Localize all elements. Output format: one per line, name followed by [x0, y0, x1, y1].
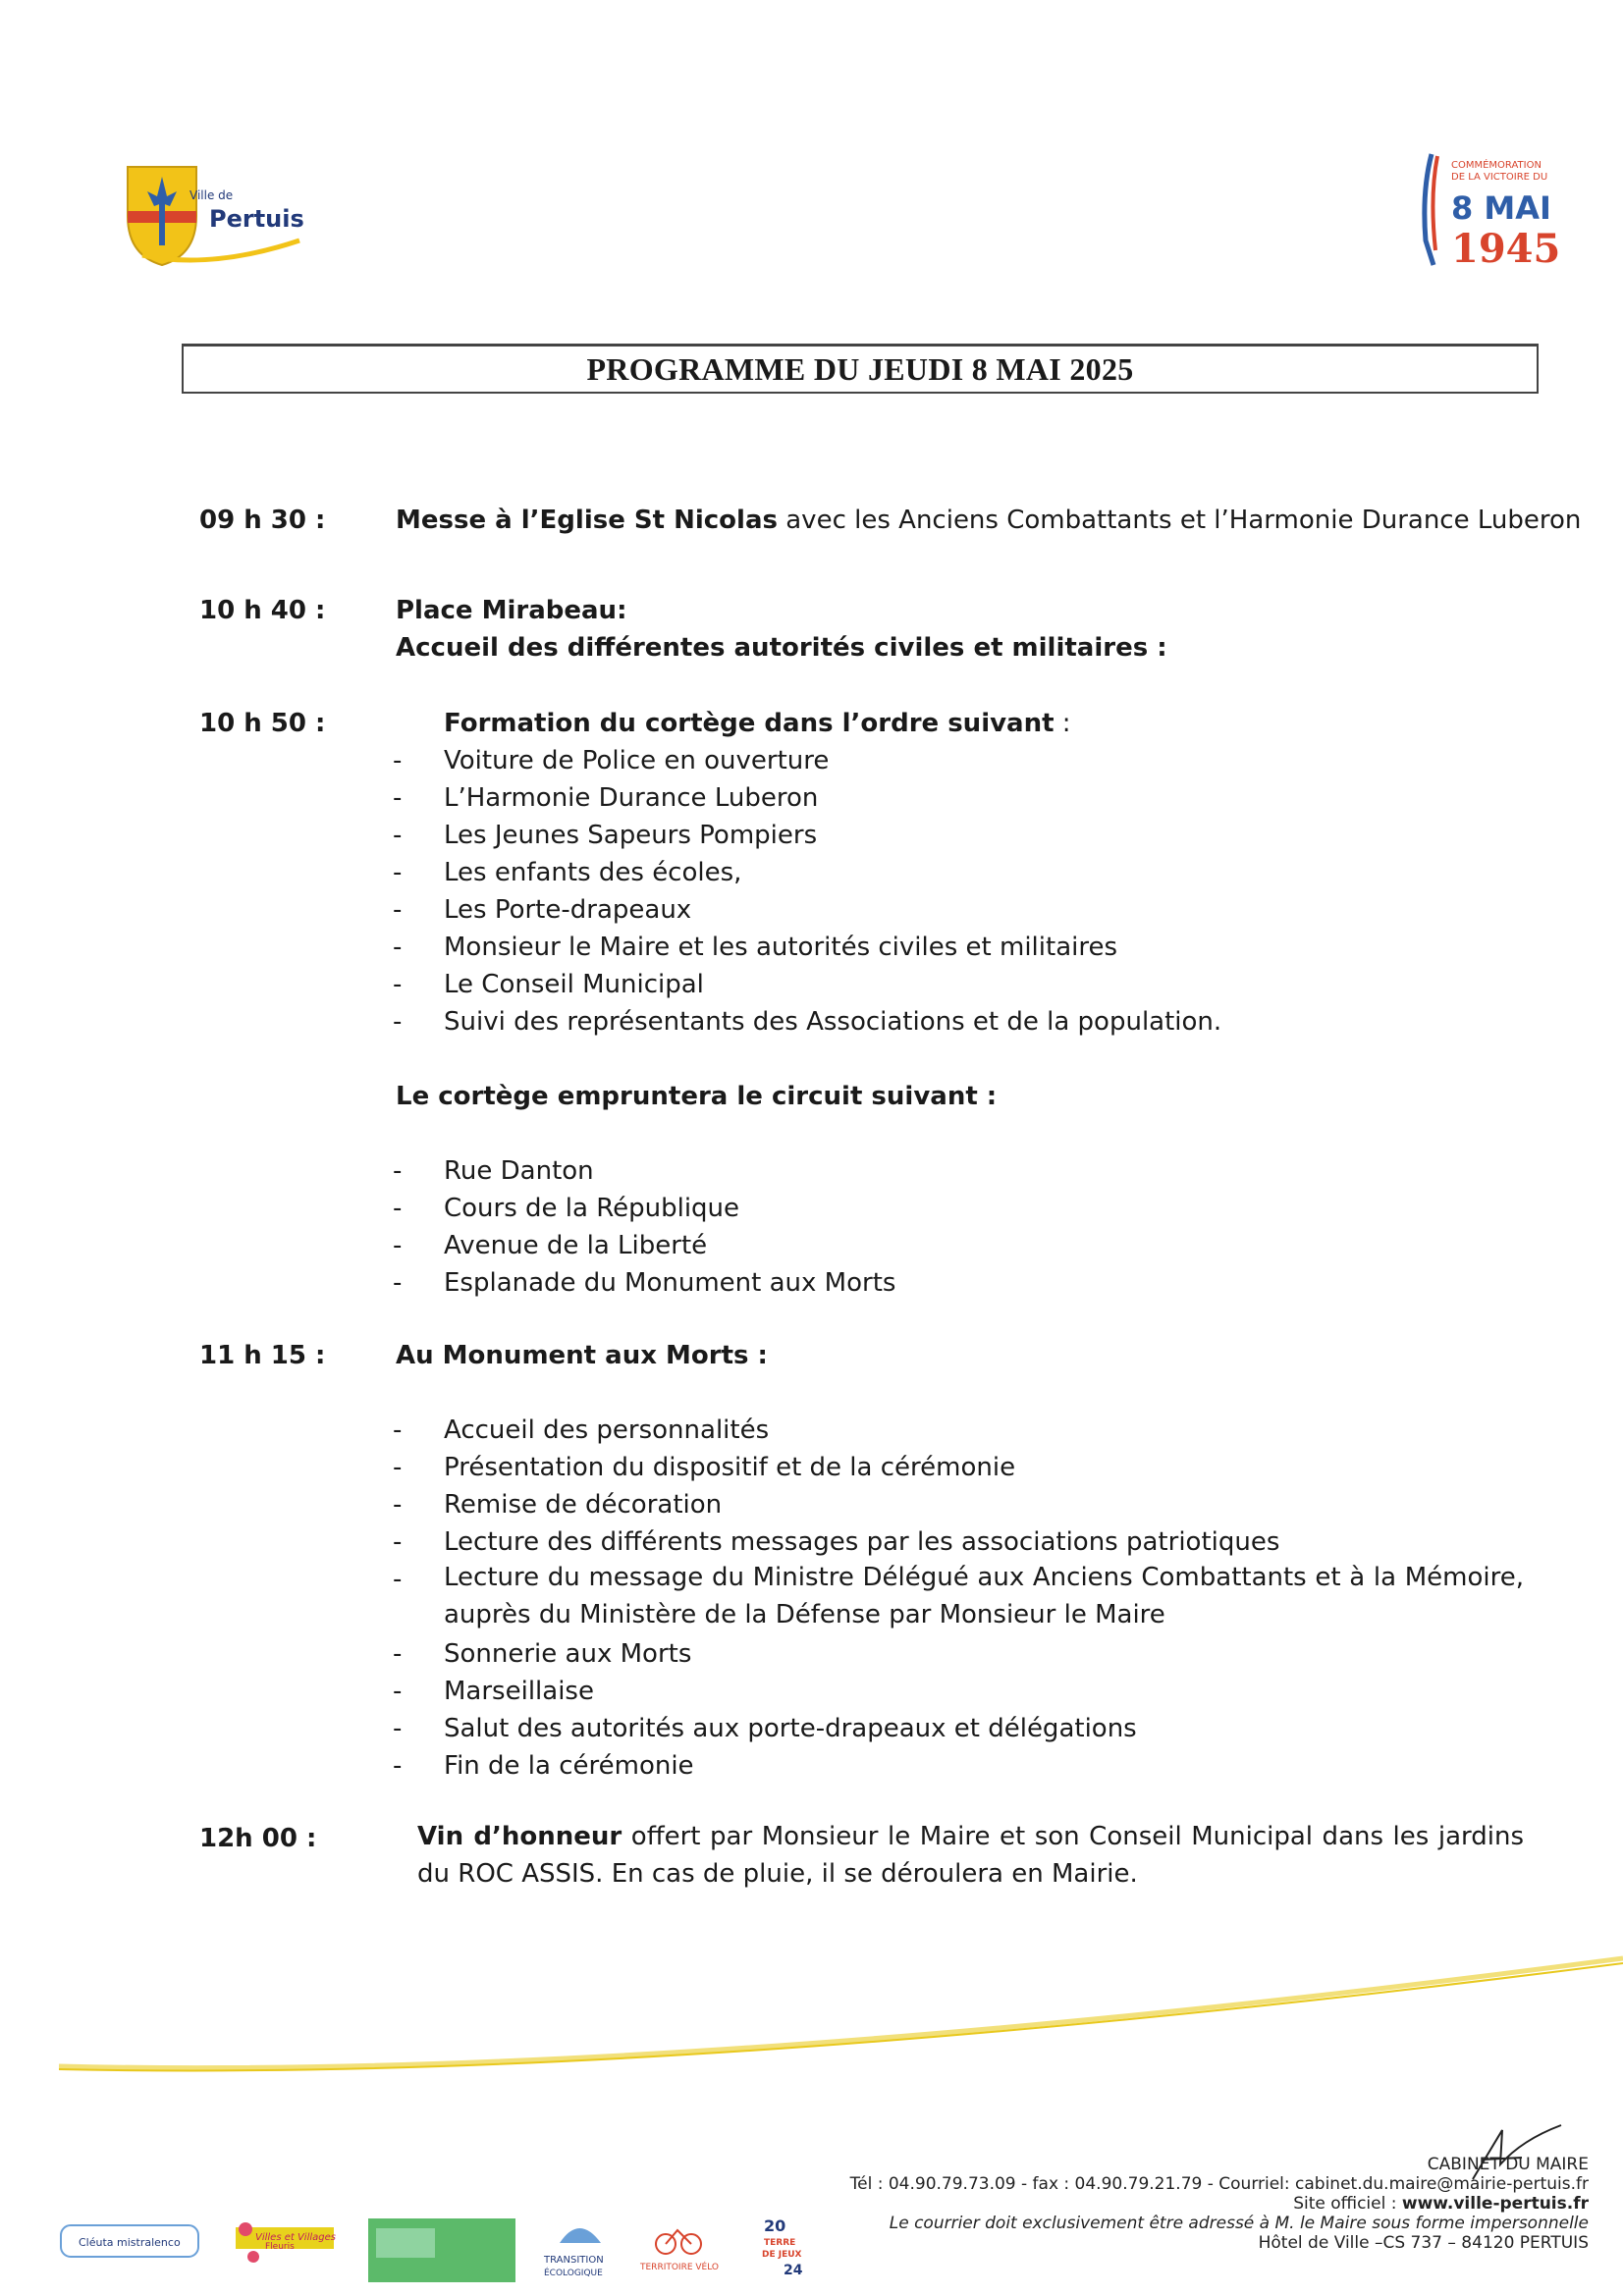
circuit-item: Cours de la République — [444, 1194, 740, 1223]
event-messe — [396, 506, 1581, 535]
list-item: Les enfants des écoles, — [444, 858, 742, 887]
villes-villages-fleuris-logo — [226, 2214, 339, 2268]
circuit-item: Esplanade du Monument aux Morts — [444, 1268, 896, 1298]
circuit-heading: Le cortège empruntera le circuit suivant : — [396, 1082, 998, 1111]
time-1200: 12h 00 : — [199, 1824, 317, 1853]
terre-de-jeux-2024-logo — [756, 2214, 815, 2282]
ceremony-item: Marseillaise — [444, 1677, 594, 1706]
list-dash: - — [393, 1490, 403, 1520]
list-dash: - — [393, 1231, 403, 1260]
list-dash: - — [393, 933, 403, 962]
cabinet-title: CABINET DU MAIRE — [1427, 2155, 1589, 2174]
title-box — [182, 344, 1539, 394]
list-dash: - — [393, 783, 403, 813]
logo-right-year: 1945 — [1451, 226, 1561, 272]
list-item: Suivi des représentants des Associations et de la population. — [444, 1007, 1222, 1037]
event-messe-rest: avec les Anciens Combattants et l’Harmonie Durance Luberon — [777, 506, 1582, 535]
terre-mid2: DE JEUX — [762, 2250, 802, 2260]
list-dash: - — [393, 1565, 403, 1594]
time-1050: 10 h 50 : — [199, 709, 326, 738]
list-item: Monsieur le Maire et les autorités civiles et militaires — [444, 933, 1118, 962]
logo-right-line1: COMMÉMORATION — [1451, 160, 1542, 171]
page-title: PROGRAMME DU JEUDI 8 MAI 2025 — [586, 350, 1134, 387]
list-dash: - — [393, 970, 403, 999]
logo-left-line1: Ville de — [189, 188, 234, 202]
list-dash: - — [393, 1453, 403, 1482]
transition-ecologique-logo — [540, 2214, 619, 2282]
list-dash: - — [393, 1677, 403, 1706]
site-line — [705, 2194, 1589, 2214]
monument-heading: Au Monument aux Morts : — [396, 1341, 768, 1370]
terre-mid: TERRE — [764, 2238, 796, 2248]
list-dash: - — [393, 821, 403, 850]
list-dash: - — [393, 895, 403, 925]
ceremony-item: Lecture du message du Ministre Délégué aux Anciens Combattants et à la Mémoire, auprès du Ministère de la Défense par Monsieur le Maire — [444, 1563, 1524, 1629]
velo-label: TERRITOIRE VÉLO — [640, 2263, 720, 2272]
villes-label: Villes et Villages — [255, 2232, 336, 2243]
ceremony-item: Présentation du dispositif et de la cérémonie — [444, 1453, 1016, 1482]
list-item: Les Jeunes Sapeurs Pompiers — [444, 821, 818, 850]
list-dash: - — [393, 858, 403, 887]
cleuta-label: Cléuta mistralenco — [79, 2236, 181, 2249]
event-place-mirabeau: Place Mirabeau: — [396, 596, 627, 625]
list-dash: - — [393, 746, 403, 775]
list-dash: - — [393, 1156, 403, 1186]
courier-line: Le courrier doit exclusivement être adressé à M. le Maire sous forme impersonnelle — [889, 2214, 1589, 2233]
footer-contact-block — [705, 2155, 1589, 2253]
ville-de-pertuis-logo — [123, 162, 319, 270]
circuit-item: Rue Danton — [444, 1156, 594, 1186]
footer-swoosh — [0, 1934, 1623, 2081]
ceremony-item: Accueil des personnalités — [444, 1415, 770, 1445]
contact-line: Tél : 04.90.79.73.09 - fax : 04.90.79.21.79 - Courriel: cabinet.du.maire@mairie-pertuis.fr — [849, 2174, 1589, 2194]
list-dash: - — [393, 1194, 403, 1223]
address-line: Hôtel de Ville –CS 737 – 84120 PERTUIS — [1258, 2233, 1589, 2253]
time-1040: 10 h 40 : — [199, 596, 326, 625]
list-item: L’Harmonie Durance Luberon — [444, 783, 819, 813]
fleuris-label: Fleuris — [265, 2242, 295, 2252]
ceremony-item: Lecture des différents messages par les associations patriotiques — [444, 1527, 1280, 1557]
ceremony-item: Fin de la cérémonie — [444, 1751, 694, 1781]
vin-honneur-bold: Vin d’honneur — [417, 1822, 622, 1851]
time-1115: 11 h 15 : — [199, 1341, 326, 1370]
territoire-velo-logo — [638, 2216, 722, 2275]
formation-cortege-colon: : — [1054, 709, 1071, 738]
site-label: Site officiel : — [1293, 2194, 1402, 2214]
circuit-item: Avenue de la Liberté — [444, 1231, 708, 1260]
list-dash: - — [393, 1007, 403, 1037]
list-dash: - — [393, 1268, 403, 1298]
transition-label: TRANSITION — [544, 2255, 604, 2266]
list-item: Le Conseil Municipal — [444, 970, 704, 999]
ceremony-item: Sonnerie aux Morts — [444, 1639, 692, 1669]
formation-cortege-heading — [444, 709, 1071, 738]
formation-cortege-bold: Formation du cortège dans l’ordre suivant — [444, 709, 1055, 738]
vin-honneur-rest: offert par Monsieur le Maire et son Conseil Municipal dans les jardins du ROC ASSIS. En cas de pluie, il se déroulera en Mairie. — [417, 1822, 1524, 1889]
green-label-logo — [368, 2218, 515, 2282]
event-accueil-autorites: Accueil des différentes autorités civiles et militaires : — [396, 633, 1167, 663]
list-item: Les Porte-drapeaux — [444, 895, 692, 925]
terre-top: 20 — [764, 2216, 786, 2235]
list-item: Voiture de Police en ouverture — [444, 746, 830, 775]
event-vin-honneur — [417, 1818, 1524, 1893]
event-messe-bold: Messe à l’Eglise St Nicolas — [396, 506, 778, 535]
site-url[interactable]: www.ville-pertuis.fr — [1401, 2194, 1589, 2214]
list-dash: - — [393, 1639, 403, 1669]
ceremony-item: Salut des autorités aux porte-drapeaux et délégations — [444, 1714, 1137, 1743]
terre-bot: 24 — [784, 2263, 803, 2278]
commemoration-8-mai-1945-logo — [1414, 152, 1561, 275]
list-dash: - — [393, 1751, 403, 1781]
list-dash: - — [393, 1415, 403, 1445]
cleuta-mistralenco-logo — [59, 2214, 201, 2268]
time-0930: 09 h 30 : — [199, 506, 326, 535]
list-dash: - — [393, 1714, 403, 1743]
ecologique-label: ÉCOLOGIQUE — [544, 2269, 603, 2278]
list-dash: - — [393, 1527, 403, 1557]
ceremony-item: Remise de décoration — [444, 1490, 723, 1520]
logo-right-day: 8 MAI — [1451, 189, 1551, 227]
logo-left-line2: Pertuis — [209, 205, 304, 233]
logo-right-line2: DE LA VICTOIRE DU — [1451, 172, 1548, 183]
